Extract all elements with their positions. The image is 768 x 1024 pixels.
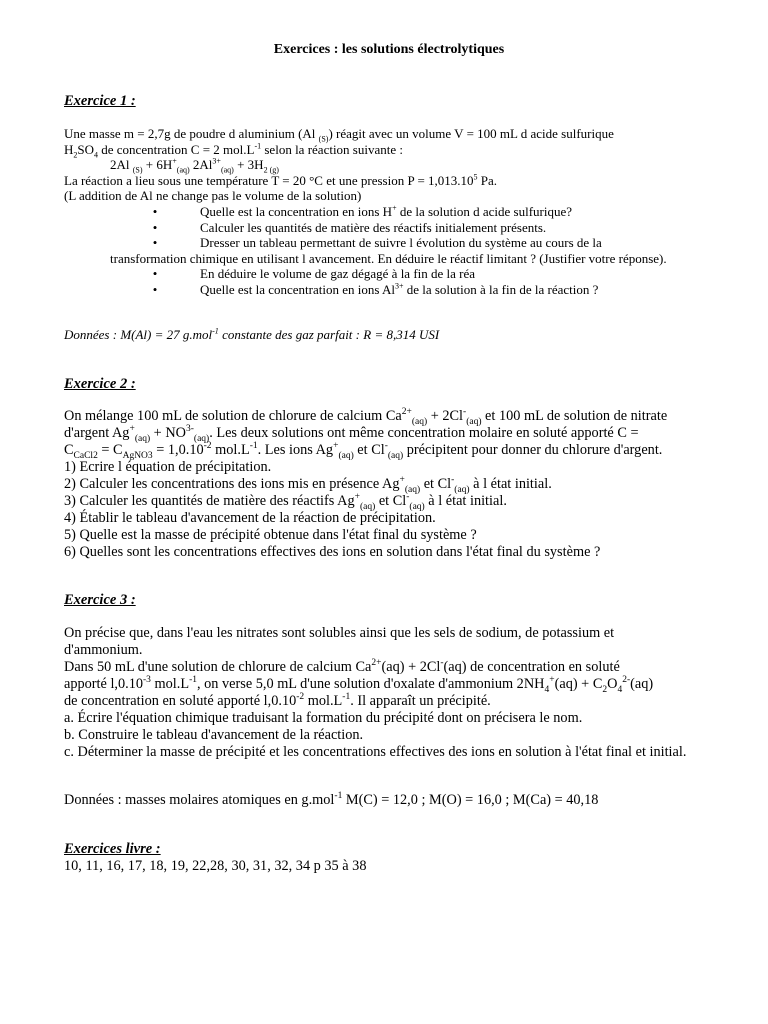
ex1-reaction-equation: 2Al $_{(S)} + 6H^+_{(aq)}$ $2Al^{3+}_{(aq)} + 3H_{2 (g)}$ bbox=[110, 156, 279, 175]
ex3-paragraph-1: On précise que, dans l'eau les nitrates sont solubles ainsi que les sels de sodium, de potassium et d'ammonium. bbox=[64, 625, 615, 658]
ex3-line-2: Dans 50 mL d'une solution de chlorure de calcium $Ca^{2+}(aq) + 2Cl^-(aq)$ de concentration en soluté bbox=[64, 658, 620, 675]
list-item: a. Écrire l'équation chimique traduisant la formation du précipité dont on précisera le nom. bbox=[64, 710, 583, 726]
book-exercises-heading: Exercices livre : bbox=[64, 841, 161, 857]
page-title: Exercices : les solutions électrolytiques bbox=[273, 42, 505, 57]
list-item: • Quelle est la concentration en ions $Al^{3+}$ de la solution à la fin de la réaction ? bbox=[152, 281, 599, 297]
exercise-3-heading: Exercice 3 : bbox=[64, 592, 136, 608]
list-item: 5) Quelle est la masse de précipité obtenue dans l'état final du système ? bbox=[64, 527, 477, 543]
ex2-line-1: On mélange 100 mL de solution de chlorure de calcium $Ca^{2+}_{(aq)} + 2Cl^-_{(aq)}$ et 100 mL de solution de nitrate bbox=[64, 407, 668, 427]
list-item: 6) Quelles sont les concentrations effectives des ions en solution dans l'état final du système ? bbox=[64, 544, 601, 560]
ex1-note: (L addition de Al ne change pas le volume de la solution) bbox=[64, 188, 362, 203]
book-exercises-list: 10, 11, 16, 17, 18, 19, 22,28, 30, 31, 32, 34 p 35 à 38 bbox=[64, 858, 367, 874]
ex1-line-1: Une masse m = 2,7g de poudre d aluminium (Al $_{(S)}$) réagit avec un volume V = 100 mL d acide sulfurique bbox=[64, 126, 614, 144]
exercise-3-statement bbox=[64, 625, 714, 761]
exercise-1-statement bbox=[64, 126, 714, 204]
list-item: b. Construire le tableau d'avancement de la réaction. bbox=[64, 727, 364, 743]
exercise-3-data: Données : masses molaires atomiques en g.mol$^{-1}$ M(C) = 12,0 ; M(O) = 16,0 ; M(Ca) = 40,18 bbox=[64, 791, 599, 808]
list-item: • Quelle est la concentration en ions H+ de la solution d acide sulfurique? bbox=[152, 203, 573, 219]
exercise-1-heading: Exercice 1 : bbox=[64, 93, 136, 109]
ex3-line-3: apporté $l,0.10^{-3}$ $mol.L^{-1}$, on verse 5,0 mL d'une solution d'oxalate d'ammonium $2NH_4^+(aq) + C_2O_4^{2-}(aq)$ bbox=[64, 675, 654, 695]
exercise-1-questions bbox=[110, 204, 714, 297]
list-item-continuation: transformation chimique en utilisant l avancement. En déduire le réactif limitant ? (Justifier votre réponse). bbox=[110, 250, 667, 266]
list-item: • En déduire le volume de gaz dégagé à la fin de la réa bbox=[152, 266, 476, 281]
list-item: • Dresser un tableau permettant de suivre l évolution du système au cours de la bbox=[152, 235, 602, 250]
ex2-line-3: $C_{CaCl2} = C_{AgNO3} = 1,0.10^{-2}$ $mol.L^{-1}$. Les ions $Ag^+_{(aq)}$ et $Cl^-_{(aq)}$ précipitent pour donner du chlorure d'argent. bbox=[64, 441, 663, 461]
ex2-line-2: d'argent $Ag^+_{(aq)} + NO^{3-}_{(aq)}$. Les deux solutions ont même concentration molaire en soluté apporté C = bbox=[64, 424, 639, 444]
exercise-1-data: Données : M(Al) = 27 g.mol$^{-1}$ constante des gaz parfait : R = 8,314 USI bbox=[64, 326, 440, 342]
list-item: 2) Calculer les concentrations des ions mis en présence $Ag^+_{(aq)}$ et $Cl^-_{(aq)}$ à l état initial. bbox=[64, 475, 552, 495]
ex1-conditions: La réaction a lieu sous une température T = 20 °C et une pression $P = 1,013.10^5$ Pa. bbox=[64, 172, 498, 188]
list-item: 1) Ecrire l équation de précipitation. bbox=[64, 459, 272, 475]
list-item: 4) Établir le tableau d'avancement de la réaction de précipitation. bbox=[64, 510, 436, 526]
ex1-line-2: $H_2SO_4$ de concentration C = 2 $mol.L^{-1}$ selon la réaction suivante : bbox=[64, 141, 403, 160]
list-item: c. Déterminer la masse de précipité et les concentrations effectives des ions en solution à l'état final et initial. bbox=[64, 744, 687, 760]
exercise-2-heading: Exercice 2 : bbox=[64, 376, 136, 392]
exercise-2-statement bbox=[64, 408, 714, 561]
list-item: • Calculer les quantités de matière des réactifs initialement présents. bbox=[152, 219, 547, 235]
list-item: 3) Calculer les quantités de matière des réactifs $Ag^+_{(aq)}$ et $Cl^-_{(aq)}$ à l état initial. bbox=[64, 492, 507, 512]
ex3-line-4: de concentration en soluté apporté $l,0.10^{-2}$ $mol.L^{-1}$. Il apparaît un précipité. bbox=[64, 692, 491, 709]
